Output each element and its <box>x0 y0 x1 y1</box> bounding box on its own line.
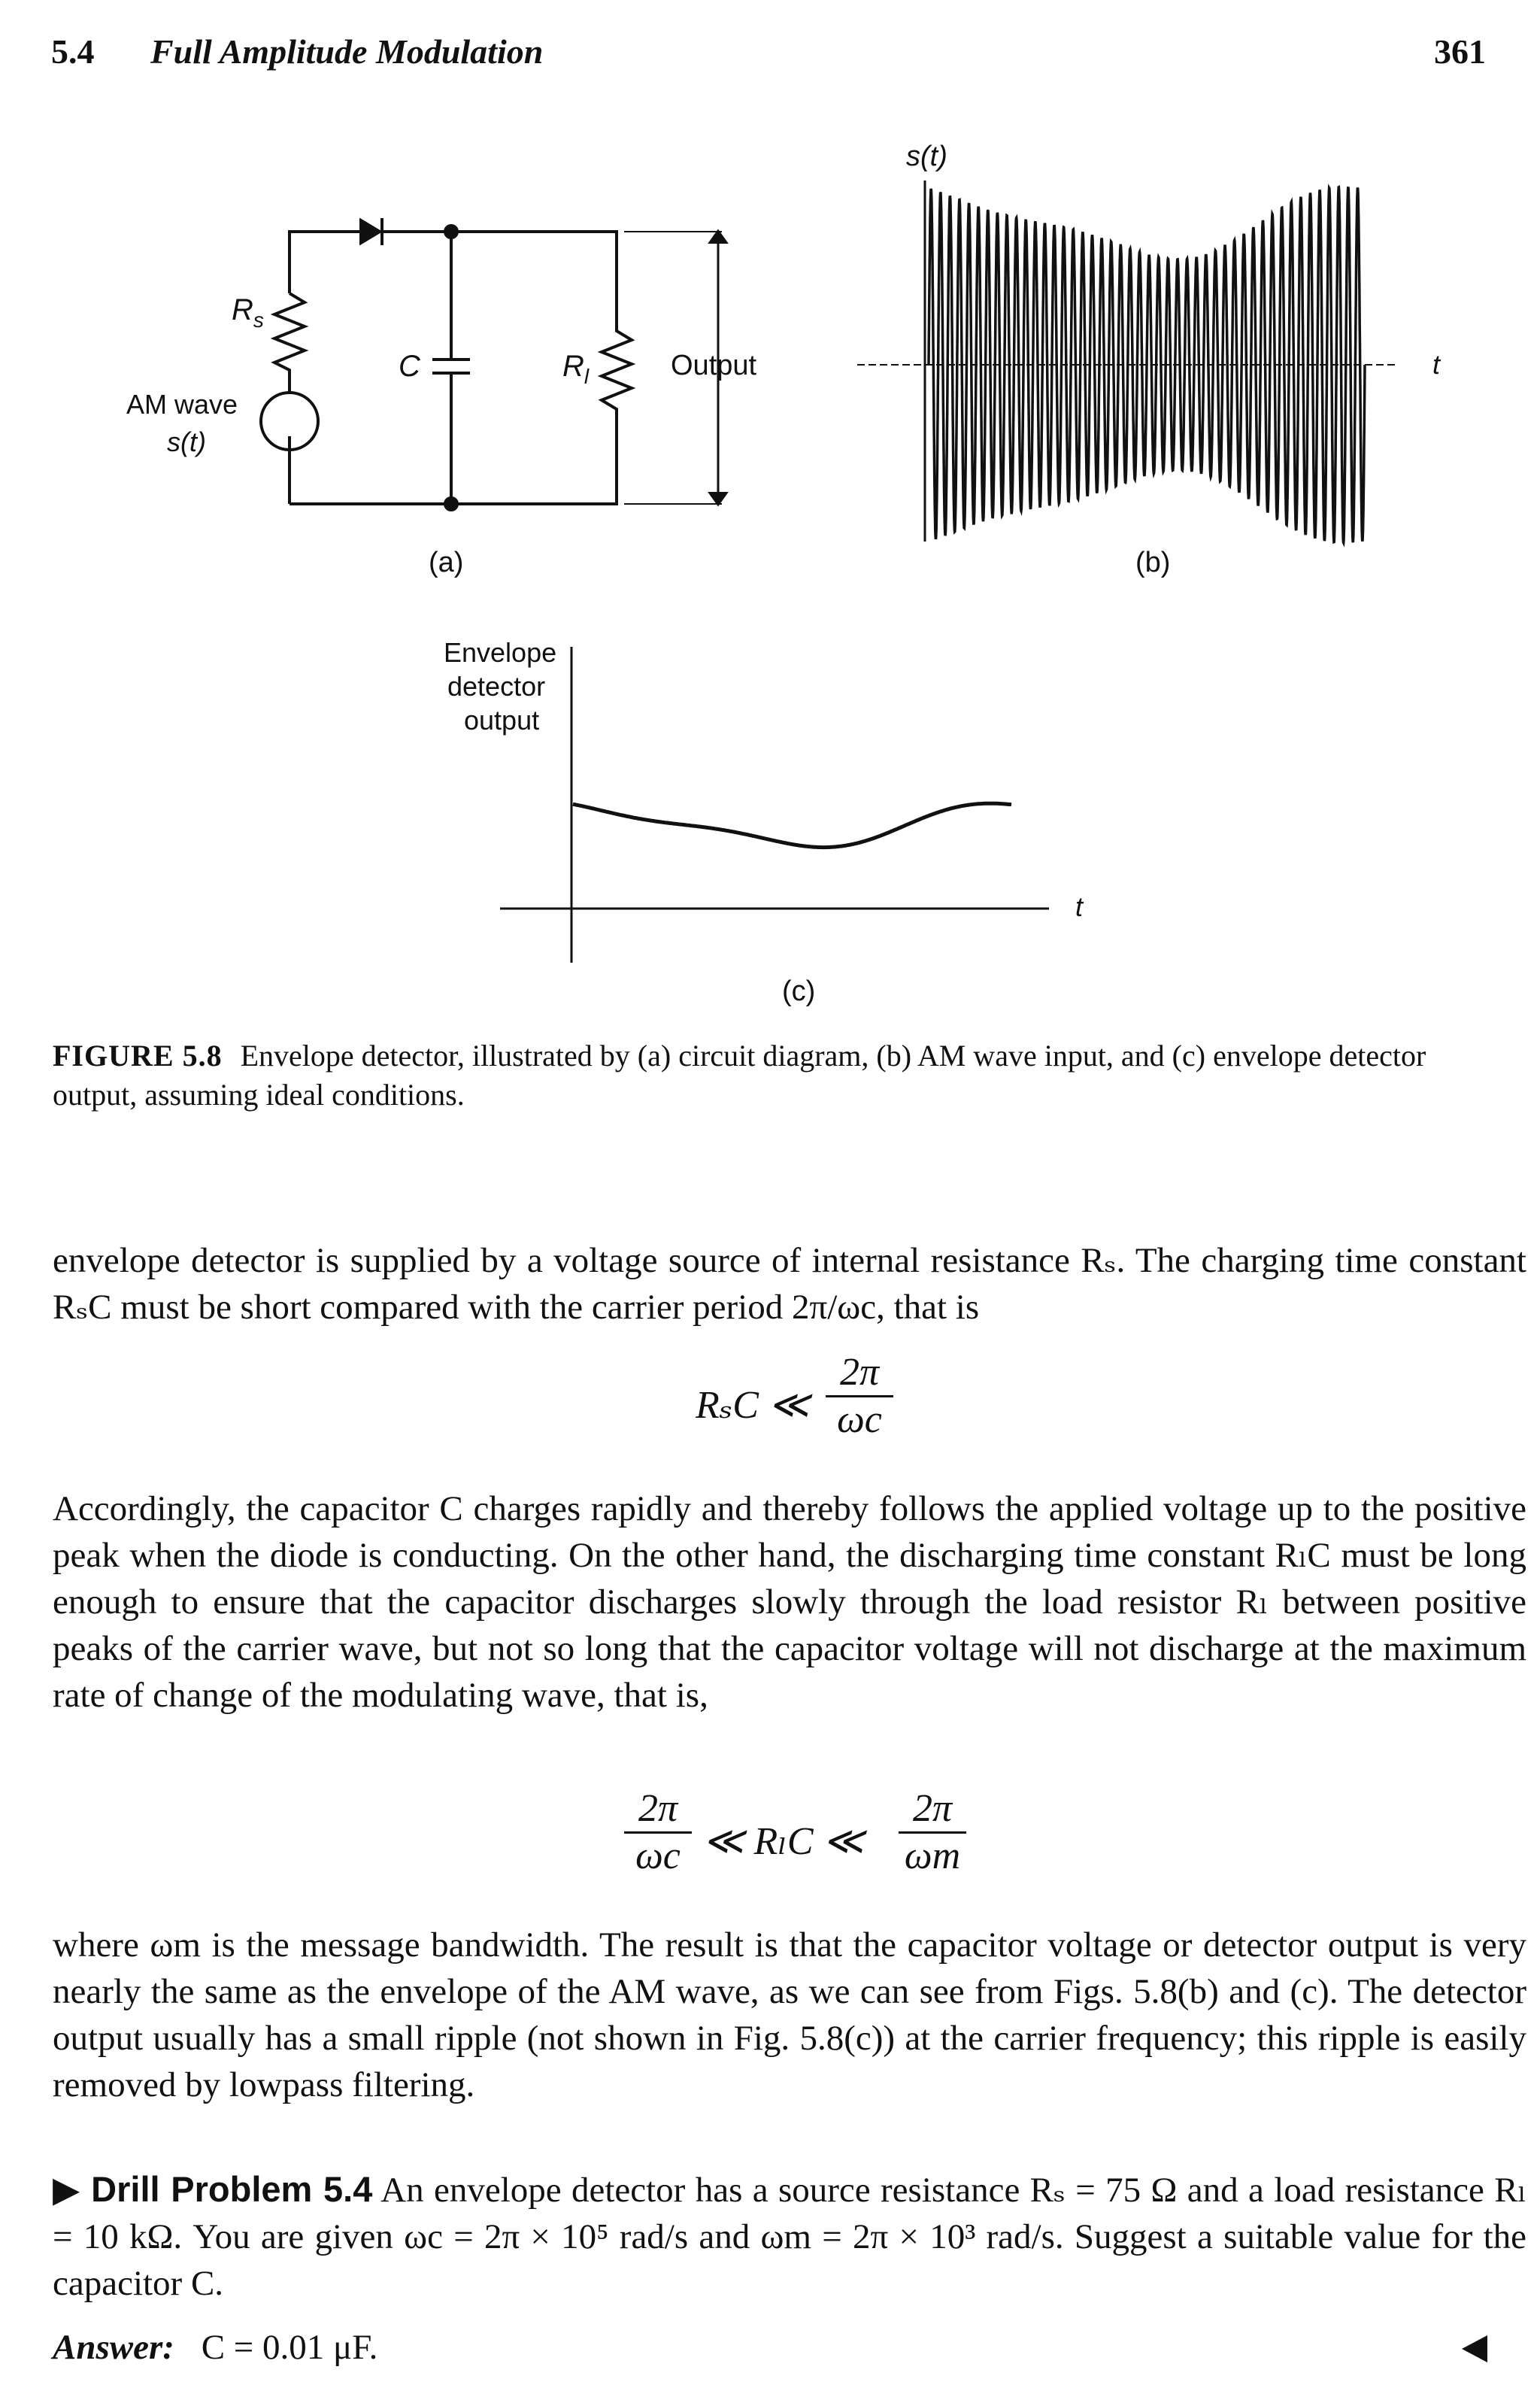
am-x-label: t <box>1432 349 1441 380</box>
figure-caption <box>53 1036 1481 1115</box>
paragraph-1: envelope detector is supplied by a voltage source of internal resistance Rₛ. The charging time constant RₛC must be short compared with the carrier period 2π/ωc, that is <box>53 1241 1526 1327</box>
equation-1-numerator: 2π <box>826 1350 893 1397</box>
am-y-label: s(t) <box>906 141 947 172</box>
equation-1-lhs: RₛC ≪ <box>696 1384 810 1427</box>
detector-y-label-1: Envelope <box>444 637 557 668</box>
drill-text: An envelope detector has a source resistance Rₛ = 75 Ω and a load resistance Rₗ = 10 kΩ. You are given ωc = 2π × 10⁵ rad/s and ωm = 2π × 10³ rad/s. Suggest a suitable value for the capacitor C. <box>53 2171 1527 2303</box>
answer-label: Answer: <box>53 2328 174 2367</box>
drill-problem <box>53 2166 1526 2307</box>
paragraph-2: Accordingly, the capacitor C charges rapidly and thereby follows the applied voltage up to the positive peak when the diode is conducting. On the other hand, the discharging time constant RₗC must be long enough to ensure that the capacitor discharges slowly through the load resistor Rₗ between positive peaks of the carrier wave, but not so long that the capacitor voltage will not discharge at the maximum rate of change of the modulating wave, that is, <box>53 1489 1526 1715</box>
equation-1-denominator: ωc <box>837 1398 882 1441</box>
equation-2-numerator-left: 2π <box>624 1786 692 1834</box>
answer-text: C = 0.01 μF. <box>201 2328 378 2367</box>
equation-2-numerator-right: 2π <box>899 1786 966 1834</box>
caption-text: Envelope detector, illustrated by (a) circuit diagram, (b) AM wave input, and (c) envelope detector output, assuming ideal conditions. <box>53 1039 1426 1112</box>
drill-marker-icon: ▶ <box>53 2169 81 2209</box>
rs-label: $R_s$ <box>232 293 264 332</box>
source-resistor-icon <box>274 293 305 384</box>
panel-label-a: (a) <box>429 547 464 578</box>
detector-output-plot <box>500 647 1049 963</box>
junction-bottom <box>445 498 457 510</box>
detector-y-label-2: detector <box>447 671 546 702</box>
junction-top <box>445 226 457 238</box>
detector-x-label: t <box>1075 891 1084 922</box>
end-of-problem-icon <box>1462 2335 1487 2362</box>
am-wave-plot <box>857 181 1399 543</box>
section-number: 5.4 <box>51 32 95 71</box>
source-label-s-t: s(t) <box>167 426 206 457</box>
equation-2-middle: ≪ RₗC ≪ <box>703 1820 864 1863</box>
panel-label-c: (c) <box>782 975 816 1007</box>
c-label: C <box>399 350 420 383</box>
drill-answer <box>53 2324 1526 2371</box>
am-wave-signal <box>929 187 1365 543</box>
rl-label: $R_l$ <box>562 350 590 388</box>
detector-y-label-3: output <box>464 705 540 736</box>
paragraph-3: where ωm is the message bandwidth. The result is that the capacitor voltage or detector output is very nearly the same as the envelope of the AM wave, as we can see from Figs. 5.8(b) and (c). The detector output usually has a small ripple (not shown in Fig. 5.8(c)) at the carrier frequency; this ripple is easily removed by lowpass filtering. <box>53 1925 1526 2104</box>
circuit-diagram <box>261 218 726 510</box>
equation-2-fraction-right <box>899 1786 966 1879</box>
equation-1-fraction <box>826 1350 893 1443</box>
equation-2-fraction-left <box>624 1786 692 1879</box>
drill-heading: Drill Problem 5.4 <box>91 2169 373 2209</box>
output-label: Output <box>671 350 757 381</box>
figure-5-8 <box>0 0 1540 1030</box>
equation-2-denominator-right: ωm <box>904 1834 961 1877</box>
diode-icon <box>361 220 380 243</box>
equation-2-denominator-left: ωc <box>635 1834 681 1877</box>
source-label-am-wave: AM wave <box>126 389 238 420</box>
load-resistor-icon <box>602 316 632 432</box>
panel-label-b: (b) <box>1135 547 1171 578</box>
running-title: Full Amplitude Modulation <box>150 32 544 71</box>
detector-output-curve <box>573 803 1011 847</box>
caption-label: FIGURE 5.8 <box>53 1039 223 1073</box>
page-number: 361 <box>1434 32 1486 71</box>
